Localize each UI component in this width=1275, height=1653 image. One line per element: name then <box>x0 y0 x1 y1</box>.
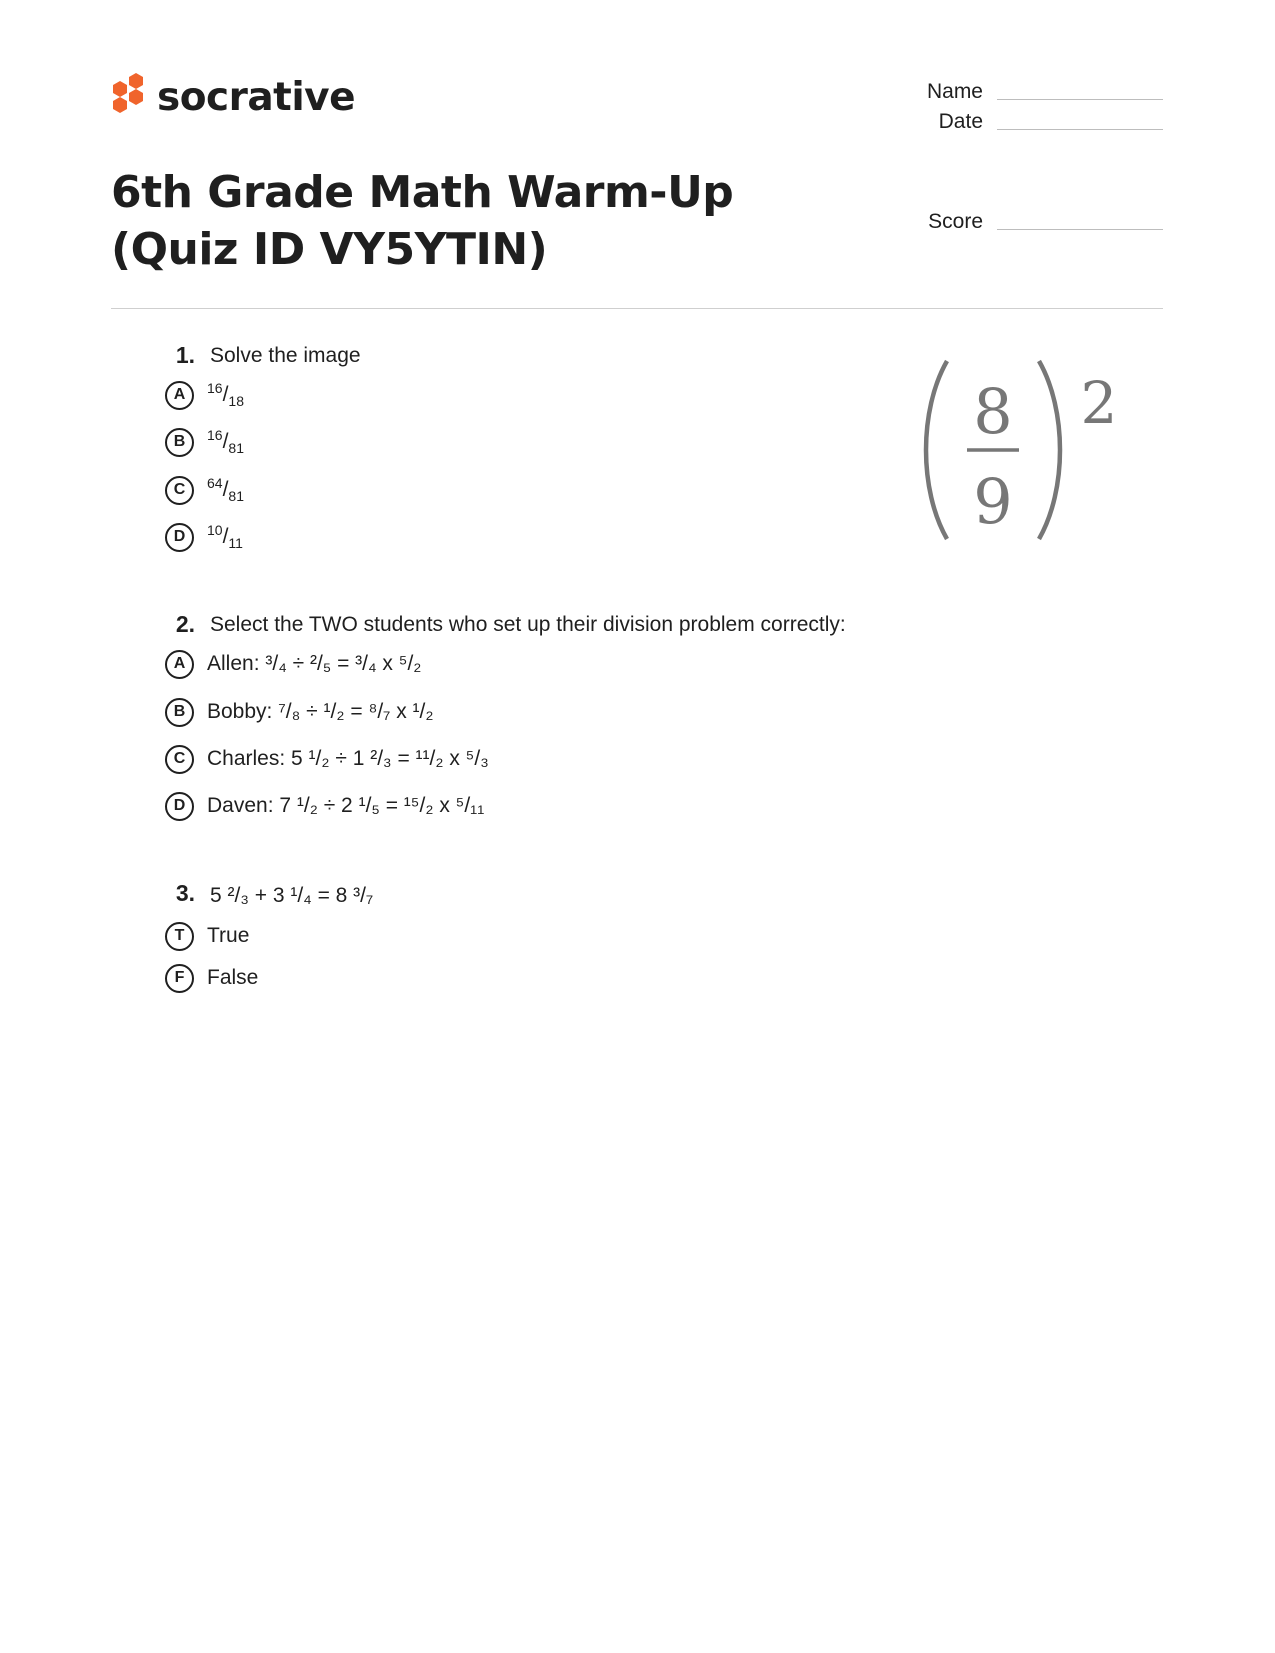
option-bubble[interactable]: A <box>165 381 194 410</box>
option-a[interactable] <box>165 647 421 681</box>
image-numerator: 8 <box>973 375 1013 448</box>
option-bubble[interactable]: A <box>165 650 194 679</box>
option-text: $^{16}/_{18}$ <box>207 380 244 410</box>
fraction-denominator: 11 <box>228 535 243 552</box>
option-d[interactable] <box>165 789 484 823</box>
fraction-numerator: 10 <box>207 522 223 538</box>
option-c[interactable] <box>165 742 489 776</box>
option-d[interactable] <box>165 520 243 554</box>
date-label: Date <box>938 110 983 133</box>
option-b[interactable] <box>165 425 244 459</box>
option-text: Charles: 5 ¹/₂ ÷ 1 ²/₃ = ¹¹/₂ x ⁵/₃ <box>207 747 489 770</box>
question-number: 2. <box>175 611 195 637</box>
question-text: Solve the image <box>210 344 361 367</box>
option-bubble[interactable]: T <box>165 922 194 951</box>
option-bubble[interactable]: C <box>165 476 194 505</box>
date-field[interactable] <box>903 104 1163 134</box>
name-field[interactable] <box>903 76 1163 104</box>
option-text: True <box>207 924 250 947</box>
option-b[interactable] <box>165 695 434 729</box>
image-exponent: 2 <box>1080 369 1118 437</box>
fraction-denominator: 81 <box>228 440 244 457</box>
option-text: Bobby: ⁷/₈ ÷ ¹/₂ = ⁸/₇ x ¹/₂ <box>207 700 434 723</box>
option-text: Allen: ³/₄ ÷ ²/₅ = ³/₄ x ⁵/₂ <box>207 652 422 675</box>
option-bubble[interactable]: F <box>165 964 194 993</box>
option-text: False <box>207 966 259 989</box>
left-parenthesis <box>926 361 947 539</box>
option-bubble[interactable]: B <box>165 698 194 727</box>
option-bubble[interactable]: C <box>165 745 194 774</box>
socrative-logo <box>111 72 355 122</box>
question-text: Select the TWO students who set up their division problem correctly: <box>210 613 846 636</box>
option-bubble[interactable]: D <box>165 523 194 552</box>
option-bubble[interactable]: D <box>165 792 194 821</box>
fraction-denominator: 81 <box>228 488 244 505</box>
student-info-fields <box>903 76 1163 233</box>
score-label: Score <box>928 210 983 233</box>
option-c[interactable] <box>165 473 244 507</box>
option-bubble[interactable]: B <box>165 428 194 457</box>
logo-wordmark: socrative <box>157 74 356 120</box>
option-text: Daven: 7 ¹/₂ ÷ 2 ¹/₅ = ¹⁵/₂ x ⁵/₁₁ <box>207 794 485 817</box>
option-false[interactable] <box>165 961 258 995</box>
option-text: $^{10}/_{11}$ <box>207 522 243 552</box>
fraction-denominator: 18 <box>228 393 244 410</box>
option-text: $^{64}/_{81}$ <box>207 475 244 505</box>
right-parenthesis <box>1039 361 1060 539</box>
score-field[interactable] <box>903 206 1163 234</box>
image-denominator: 9 <box>973 465 1013 538</box>
option-true[interactable] <box>165 919 249 953</box>
score-line[interactable] <box>997 229 1163 230</box>
question-1-image <box>915 355 1135 555</box>
header-divider <box>111 308 1163 309</box>
option-text: $^{16}/_{81}$ <box>207 427 244 457</box>
hexagon-cluster-icon <box>111 73 147 121</box>
fraction-numerator: 16 <box>207 427 223 443</box>
quiz-title: 6th Grade Math Warm-Up (Quiz ID VY5YTIN) <box>111 167 734 275</box>
name-label: Name <box>926 80 983 103</box>
question-text: 5 ²/₃ + 3 ¹/₄ = 8 ³/₇ <box>210 884 374 907</box>
fraction-numerator: 64 <box>207 475 223 491</box>
fraction-numerator: 16 <box>207 380 223 396</box>
date-line[interactable] <box>997 129 1163 130</box>
option-a[interactable] <box>165 378 244 412</box>
name-line[interactable] <box>997 99 1163 100</box>
question-number: 1. <box>175 342 195 368</box>
question-number: 3. <box>175 880 195 906</box>
